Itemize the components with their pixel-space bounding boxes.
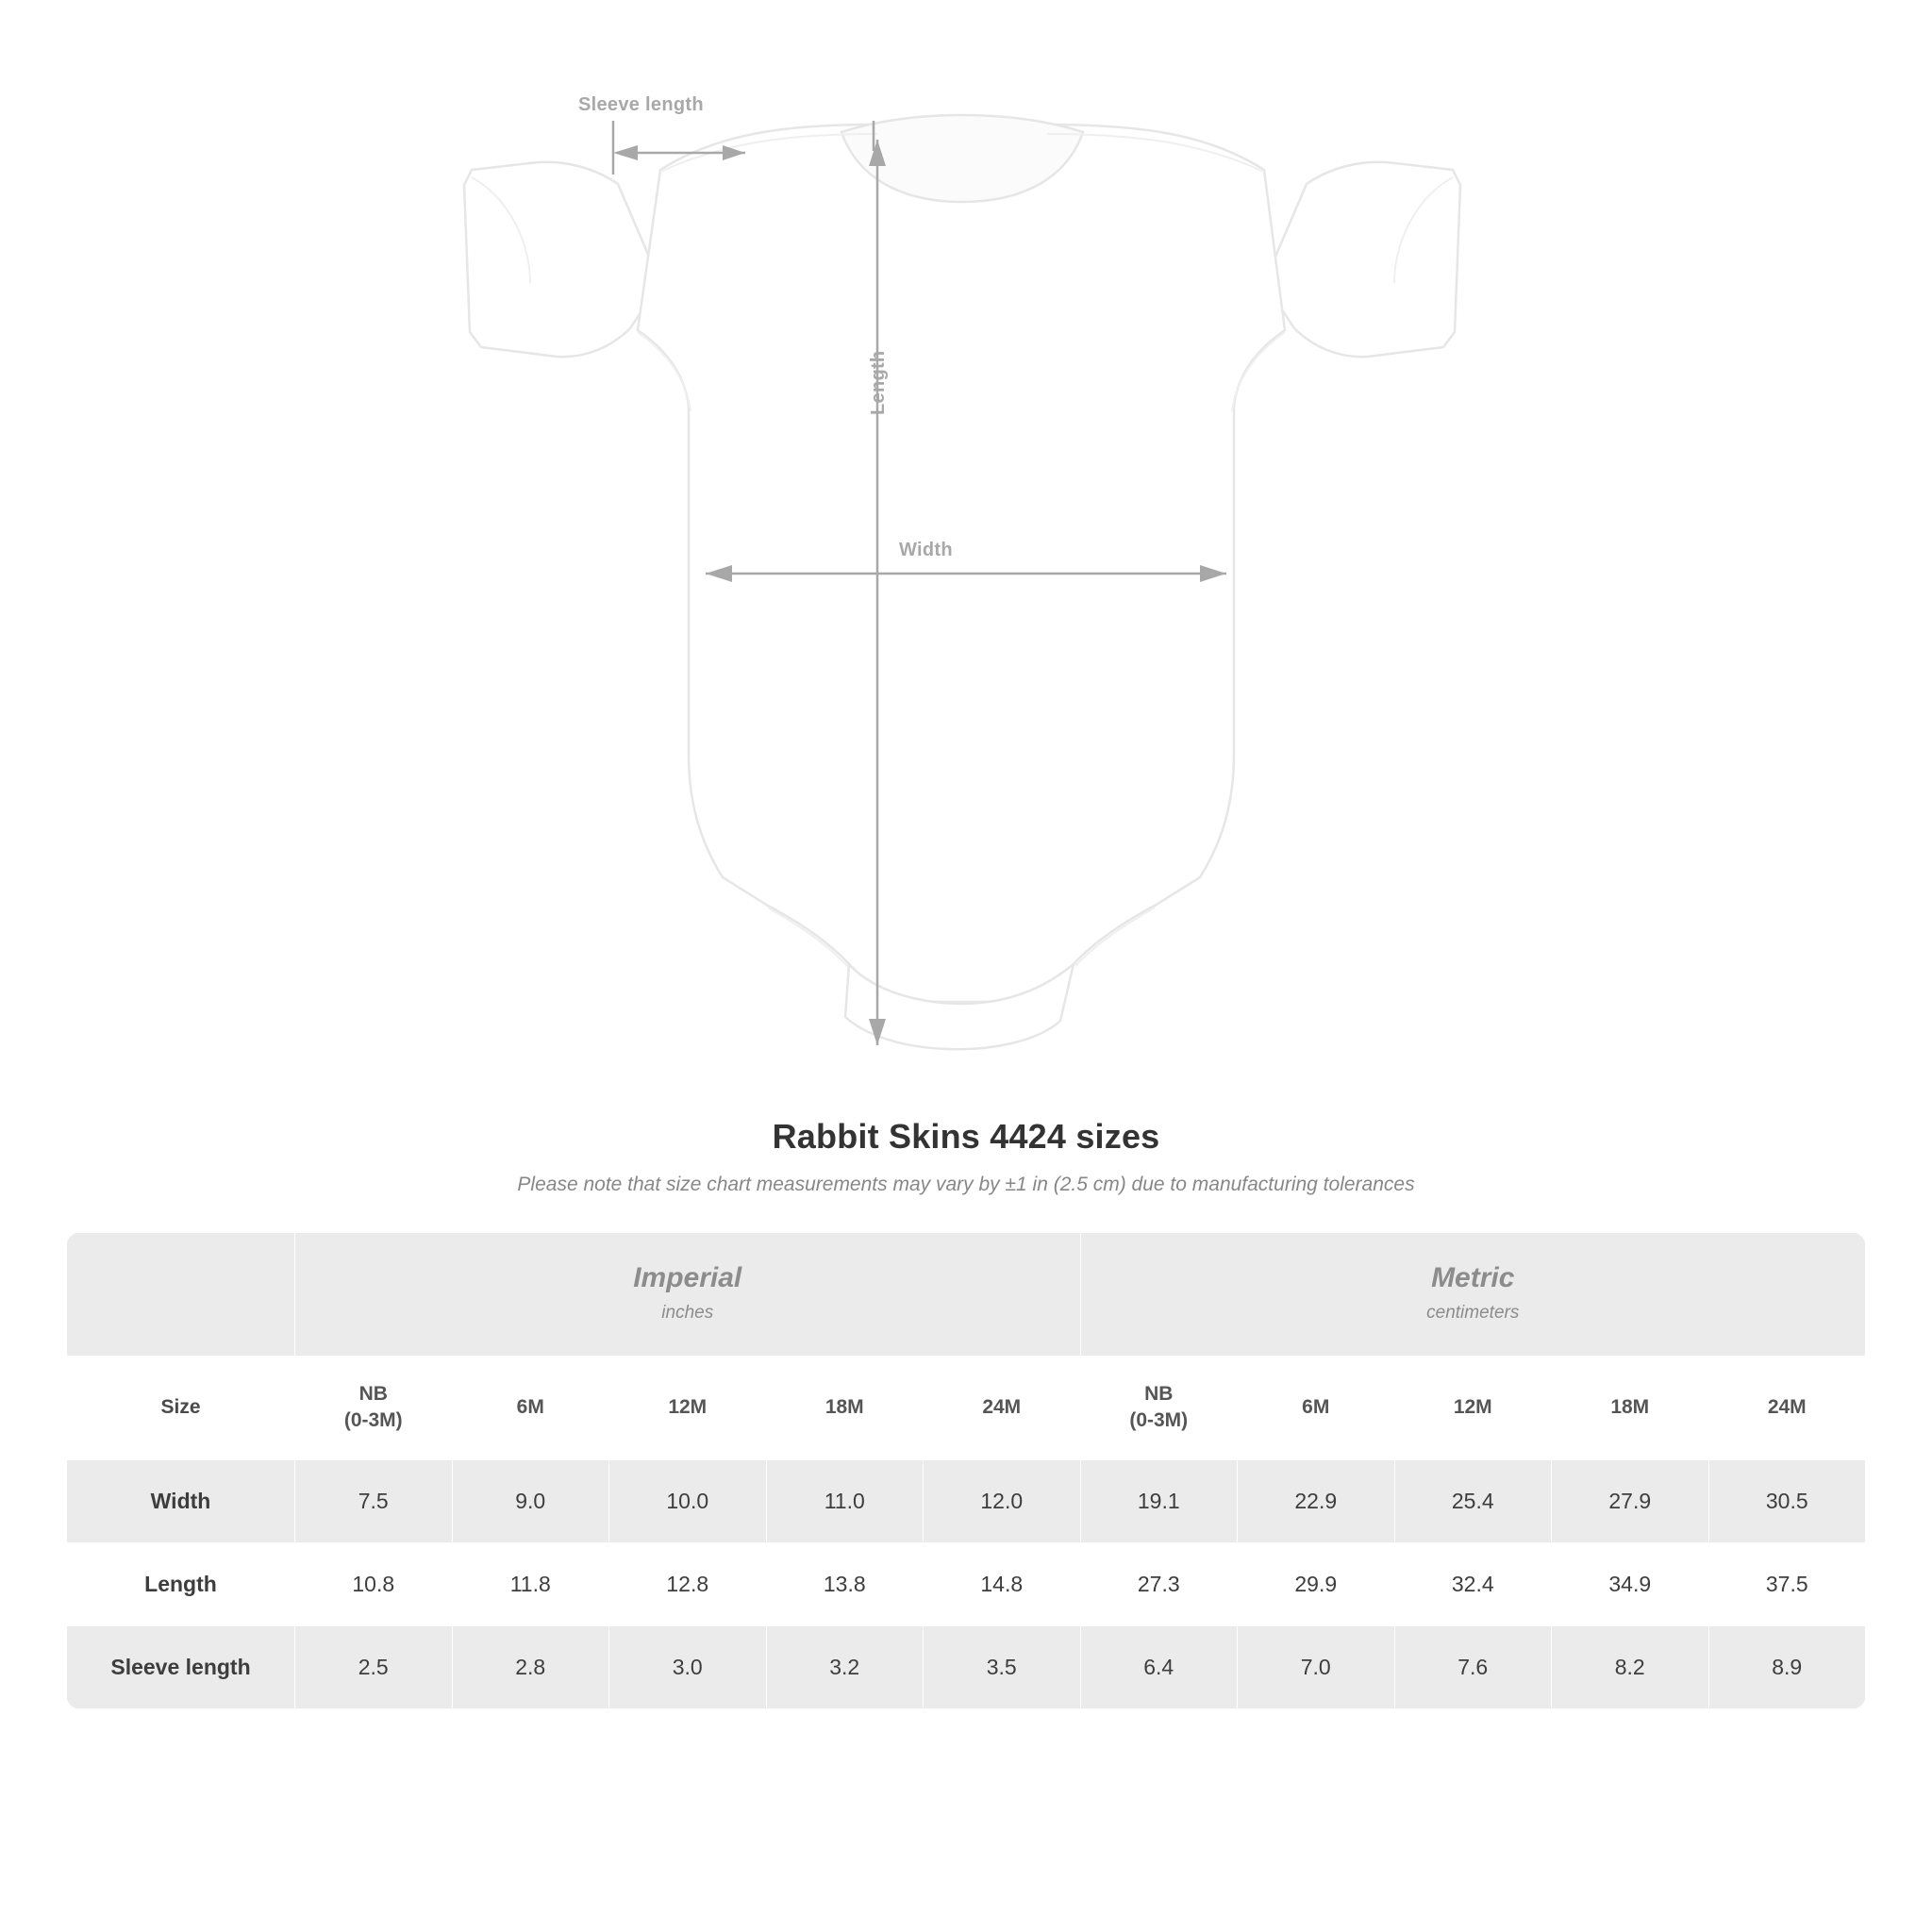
cell-sleeve-6m-metric: 7.0	[1238, 1625, 1395, 1708]
cell-sleeve-nb-metric: 6.4	[1080, 1625, 1238, 1708]
length-label: Length	[868, 350, 889, 415]
cell-sleeve-nb-imperial: 2.5	[295, 1625, 453, 1708]
size-table-wrapper	[66, 1232, 1866, 1709]
cell-length-24m-imperial: 14.8	[924, 1542, 1081, 1625]
column-header-6m-metric: 6M	[1238, 1357, 1395, 1460]
column-header-nb-metric	[1080, 1357, 1238, 1460]
cell-width-6m-metric: 22.9	[1238, 1459, 1395, 1542]
column-header-line2: (0-3M)	[1129, 1409, 1189, 1432]
cell-length-nb-imperial: 10.8	[295, 1542, 453, 1625]
cell-sleeve-6m-imperial: 2.8	[452, 1625, 609, 1708]
cell-length-24m-metric: 37.5	[1708, 1542, 1866, 1625]
column-header-24m-imperial: 24M	[924, 1357, 1081, 1460]
cell-length-6m-imperial: 11.8	[452, 1542, 609, 1625]
unit-group-row	[67, 1233, 1866, 1357]
cell-width-6m-imperial: 9.0	[452, 1459, 609, 1542]
sleeve-length-label: Sleeve length	[578, 94, 704, 115]
row-label-sleeve-length: Sleeve length	[67, 1625, 295, 1708]
table-row	[67, 1625, 1866, 1708]
cell-width-24m-imperial: 12.0	[924, 1459, 1081, 1542]
cell-width-12m-imperial: 10.0	[609, 1459, 767, 1542]
unit-group-imperial-sub: inches	[661, 1303, 714, 1323]
row-label-length: Length	[67, 1542, 295, 1625]
column-header-12m-metric: 12M	[1394, 1357, 1552, 1460]
column-header-18m-imperial: 18M	[766, 1357, 924, 1460]
cell-length-nb-metric: 27.3	[1080, 1542, 1238, 1625]
column-header-line2: (0-3M)	[343, 1409, 403, 1432]
column-header-18m-metric: 18M	[1552, 1357, 1709, 1460]
unit-group-metric-name: Metric	[1431, 1262, 1515, 1293]
cell-length-6m-metric: 29.9	[1238, 1542, 1395, 1625]
column-header-6m-imperial: 6M	[452, 1357, 609, 1460]
title-block	[0, 1117, 1932, 1196]
unit-group-imperial-name: Imperial	[633, 1262, 742, 1293]
row-label-width: Width	[67, 1459, 295, 1542]
column-header-line1: NB	[358, 1383, 388, 1405]
cell-length-18m-metric: 34.9	[1552, 1542, 1709, 1625]
size-table	[66, 1232, 1866, 1709]
cell-width-24m-metric: 30.5	[1708, 1459, 1866, 1542]
table-row	[67, 1542, 1866, 1625]
tolerance-note: Please note that size chart measurements may vary by ±1 in (2.5 cm) due to manufacturing tolerances	[517, 1174, 1415, 1195]
cell-width-12m-metric: 25.4	[1394, 1459, 1552, 1542]
column-header-line1: NB	[1144, 1383, 1174, 1405]
cell-length-12m-metric: 32.4	[1394, 1542, 1552, 1625]
cell-sleeve-24m-imperial: 3.5	[924, 1625, 1081, 1708]
width-label: Width	[899, 540, 953, 560]
column-header-nb-imperial	[295, 1357, 453, 1460]
unit-group-metric-sub: centimeters	[1426, 1303, 1520, 1323]
table-row	[67, 1459, 1866, 1542]
page-title: Rabbit Skins 4424 sizes	[772, 1117, 1160, 1156]
cell-sleeve-24m-metric: 8.9	[1708, 1625, 1866, 1708]
unit-corner-cell	[67, 1233, 295, 1357]
column-header-24m-metric: 24M	[1708, 1357, 1866, 1460]
cell-sleeve-18m-imperial: 3.2	[766, 1625, 924, 1708]
unit-group-imperial	[295, 1233, 1081, 1357]
cell-sleeve-12m-metric: 7.6	[1394, 1625, 1552, 1708]
cell-length-18m-imperial: 13.8	[766, 1542, 924, 1625]
cell-width-nb-metric: 19.1	[1080, 1459, 1238, 1542]
column-header-12m-imperial: 12M	[609, 1357, 767, 1460]
cell-sleeve-12m-imperial: 3.0	[609, 1625, 767, 1708]
column-header-row	[67, 1357, 1866, 1460]
unit-group-metric	[1080, 1233, 1866, 1357]
cell-sleeve-18m-metric: 8.2	[1552, 1625, 1709, 1708]
size-header-cell: Size	[67, 1357, 295, 1460]
cell-width-18m-imperial: 11.0	[766, 1459, 924, 1542]
cell-width-18m-metric: 27.9	[1552, 1459, 1709, 1542]
cell-width-nb-imperial: 7.5	[295, 1459, 453, 1542]
cell-length-12m-imperial: 12.8	[609, 1542, 767, 1625]
